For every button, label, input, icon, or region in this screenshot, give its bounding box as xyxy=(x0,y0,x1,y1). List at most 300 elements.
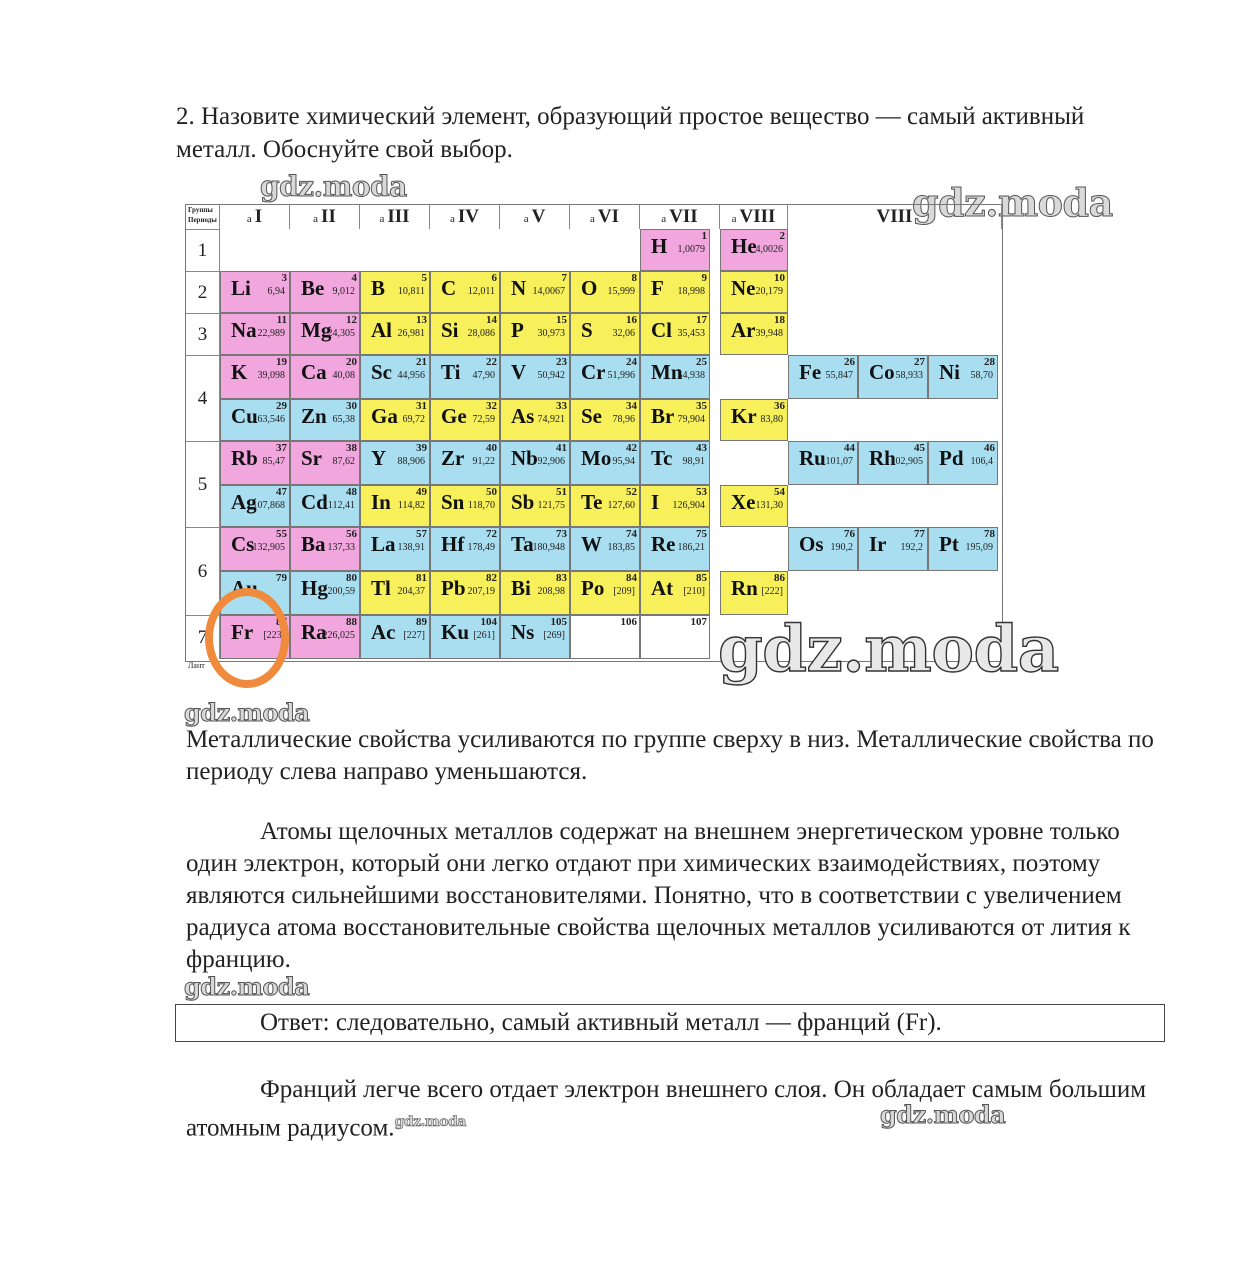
element-number: 26 xyxy=(844,356,855,368)
element-symbol: Ba xyxy=(301,532,326,556)
watermark: gdz.moda xyxy=(260,170,407,203)
element-mass: 55,847 xyxy=(825,370,853,381)
element-cell xyxy=(640,441,710,485)
element-cell xyxy=(360,313,430,355)
element-number: 29 xyxy=(276,400,287,412)
element-number: 20 xyxy=(346,356,357,368)
element-cell xyxy=(570,485,640,527)
element-number: 104 xyxy=(480,616,497,628)
element-cell xyxy=(640,571,710,615)
element-symbol: Ir xyxy=(869,532,887,556)
element-symbol: Fe xyxy=(799,360,822,384)
element-number: 84 xyxy=(626,572,637,584)
element-cell xyxy=(430,313,500,355)
element-cell xyxy=(430,355,500,399)
element-cell xyxy=(360,615,430,659)
group-subgroup-label: a xyxy=(661,213,667,225)
element-cell xyxy=(788,441,858,485)
element-mass: 204,37 xyxy=(397,586,425,597)
element-number: 40 xyxy=(486,442,497,454)
element-number: 41 xyxy=(556,442,567,454)
element-mass: 15,999 xyxy=(607,286,635,297)
element-cell xyxy=(500,571,570,615)
corner-periods-label: Периоды xyxy=(188,216,217,224)
element-cell xyxy=(928,355,998,399)
element-cell xyxy=(500,271,570,313)
element-cell xyxy=(220,441,290,485)
element-cell xyxy=(360,485,430,527)
element-mass: 65,38 xyxy=(332,414,355,425)
element-mass: 88,906 xyxy=(397,456,425,467)
element-number: 52 xyxy=(626,486,637,498)
element-mass: 87,62 xyxy=(332,456,355,467)
element-mass: 95,94 xyxy=(612,456,635,467)
group-subgroup-label: a xyxy=(523,213,529,225)
element-cell xyxy=(360,271,430,313)
group-header: a IV xyxy=(430,205,500,229)
element-symbol: O xyxy=(581,276,598,300)
element-cell xyxy=(220,355,290,399)
element-mass: 47,90 xyxy=(472,370,495,381)
element-symbol: Mg xyxy=(301,318,332,342)
element-cell xyxy=(430,271,500,313)
element-mass: 127,60 xyxy=(607,500,635,511)
group-header: a VIII xyxy=(720,205,788,229)
element-symbol: Xe xyxy=(731,490,756,514)
element-mass: 20,179 xyxy=(755,286,783,297)
element-cell xyxy=(360,571,430,615)
element-mass: 178,49 xyxy=(467,542,495,553)
element-symbol: Po xyxy=(581,576,605,600)
element-cell xyxy=(570,271,640,313)
element-number: 83 xyxy=(556,572,567,584)
element-number: 89 xyxy=(416,616,427,628)
element-symbol: K xyxy=(231,360,248,384)
element-number: 77 xyxy=(914,528,925,540)
element-cell xyxy=(430,571,500,615)
element-symbol: Re xyxy=(651,532,676,556)
element-cell xyxy=(220,485,290,527)
element-symbol: Cs xyxy=(231,532,255,556)
paragraph-francium-note xyxy=(186,1074,1156,1144)
element-cell xyxy=(430,527,500,571)
element-mass: 118,70 xyxy=(467,500,495,511)
element-cell xyxy=(290,527,360,571)
group-subgroup-label: a xyxy=(313,213,319,225)
element-number: 39 xyxy=(416,442,427,454)
element-cell xyxy=(720,571,788,615)
element-mass: 22,989 xyxy=(257,328,285,339)
element-symbol: Cr xyxy=(581,360,606,384)
element-cell xyxy=(640,527,710,571)
watermark: gdz.moda xyxy=(394,1114,466,1130)
element-symbol: Te xyxy=(581,490,603,514)
element-cell xyxy=(928,441,998,485)
element-number: 25 xyxy=(696,356,707,368)
element-number: 56 xyxy=(346,528,357,540)
element-mass: 10,811 xyxy=(397,286,425,297)
element-cell xyxy=(720,313,788,355)
element-symbol: Au xyxy=(231,576,258,600)
element-mass: 137,33 xyxy=(327,542,355,553)
element-cell xyxy=(570,399,640,441)
period-number: 6 xyxy=(186,527,220,615)
element-mass: 180,948 xyxy=(532,542,565,553)
element-number: 30 xyxy=(346,400,357,412)
element-symbol: As xyxy=(511,404,535,428)
element-mass: 24,305 xyxy=(327,328,355,339)
element-symbol: Sn xyxy=(441,490,465,514)
element-number: 28 xyxy=(984,356,995,368)
element-number: 27 xyxy=(914,356,925,368)
element-cell xyxy=(720,271,788,313)
element-symbol: Cd xyxy=(301,490,328,514)
element-mass: 195,09 xyxy=(965,542,993,553)
element-symbol: Y xyxy=(371,446,387,470)
element-number: 75 xyxy=(696,528,707,540)
element-symbol: Ru xyxy=(799,446,826,470)
element-symbol: Br xyxy=(651,404,675,428)
element-mass: 40,08 xyxy=(332,370,355,381)
element-number: 16 xyxy=(626,314,637,326)
element-symbol: V xyxy=(511,360,527,384)
group-header: a I xyxy=(220,205,290,229)
element-mass: 14,0067 xyxy=(532,286,565,297)
element-symbol: Co xyxy=(869,360,895,384)
element-symbol: Zn xyxy=(301,404,327,428)
element-number: 3 xyxy=(281,272,287,284)
question-text: 2. Назовите химический элемент, образующий простое вещество — самый активный металл. Обоснуйте свой выбор. xyxy=(176,103,1085,163)
element-symbol: Pd xyxy=(939,446,964,470)
element-cell xyxy=(290,441,360,485)
element-cell xyxy=(640,313,710,355)
element-number: 82 xyxy=(486,572,497,584)
element-mass: [269] xyxy=(543,630,565,641)
element-cell xyxy=(290,615,360,659)
element-cell xyxy=(220,271,290,313)
element-cell xyxy=(858,527,928,571)
element-cell xyxy=(220,527,290,571)
element-symbol: At xyxy=(651,576,674,600)
watermark: gdz.moda xyxy=(912,180,1113,225)
element-number: 32 xyxy=(486,400,497,412)
group-subgroup-label: a xyxy=(246,213,252,225)
element-cell xyxy=(290,571,360,615)
element-number: 55 xyxy=(276,528,287,540)
element-number: 76 xyxy=(844,528,855,540)
group-subgroup-label: a xyxy=(589,213,595,225)
element-number: 107 xyxy=(690,616,707,628)
element-mass: 69,72 xyxy=(402,414,425,425)
group-header: VIII xyxy=(788,205,1002,229)
element-mass: 101,07 xyxy=(825,456,853,467)
element-symbol: Ns xyxy=(511,620,535,644)
element-mass: 4,0026 xyxy=(755,244,783,255)
element-symbol: Os xyxy=(799,532,824,556)
element-mass: 44,956 xyxy=(397,370,425,381)
element-cell xyxy=(360,399,430,441)
element-number: 81 xyxy=(416,572,427,584)
element-symbol: Al xyxy=(371,318,392,342)
element-cell xyxy=(640,485,710,527)
element-cell xyxy=(360,355,430,399)
element-symbol: Ta xyxy=(511,532,534,556)
element-symbol: S xyxy=(581,318,593,342)
element-mass: 107,868 xyxy=(252,500,285,511)
element-symbol: Cl xyxy=(651,318,672,342)
watermark: gdz.moda xyxy=(184,698,310,727)
table-corner xyxy=(186,205,220,229)
element-cell xyxy=(720,399,788,441)
element-mass: 190,2 xyxy=(830,542,853,553)
element-number: 50 xyxy=(486,486,497,498)
element-symbol: La xyxy=(371,532,396,556)
element-number: 87 xyxy=(276,616,287,628)
element-cell xyxy=(570,615,640,659)
element-number: 42 xyxy=(626,442,637,454)
element-mass: 192,2 xyxy=(900,542,923,553)
element-mass: 79,904 xyxy=(677,414,705,425)
element-mass: 114,82 xyxy=(397,500,425,511)
period-number: 2 xyxy=(186,271,220,313)
element-number: 78 xyxy=(984,528,995,540)
element-symbol: Cu xyxy=(231,404,258,428)
group-header: a II xyxy=(290,205,360,229)
element-number: 37 xyxy=(276,442,287,454)
watermark: gdz.moda xyxy=(880,1100,1006,1129)
element-mass: 226,025 xyxy=(322,630,355,641)
element-cell xyxy=(570,313,640,355)
element-symbol: Si xyxy=(441,318,459,342)
element-number: 9 xyxy=(701,272,707,284)
element-number: 105 xyxy=(550,616,567,628)
element-number: 44 xyxy=(844,442,855,454)
element-symbol: Ni xyxy=(939,360,960,384)
element-number: 43 xyxy=(696,442,707,454)
element-symbol: Sc xyxy=(371,360,392,384)
element-symbol: C xyxy=(441,276,457,300)
element-mass: 138,91 xyxy=(397,542,425,553)
period-number: 4 xyxy=(186,355,220,441)
element-symbol: Ku xyxy=(441,620,470,644)
element-number: 10 xyxy=(774,272,785,284)
element-mass: 183,85 xyxy=(607,542,635,553)
element-mass: 12,011 xyxy=(467,286,495,297)
element-symbol: Ac xyxy=(371,620,396,644)
element-number: 7 xyxy=(561,272,567,284)
element-symbol: Rh xyxy=(869,446,896,470)
element-mass: 30,973 xyxy=(537,328,565,339)
element-mass: [223] xyxy=(263,630,285,641)
periodic-table xyxy=(185,204,1003,670)
element-number: 33 xyxy=(556,400,567,412)
group-header: a III xyxy=(360,205,430,229)
element-mass: 9,012 xyxy=(332,286,355,297)
element-number: 48 xyxy=(346,486,357,498)
element-cell xyxy=(500,355,570,399)
element-mass: 126,904 xyxy=(672,500,705,511)
element-number: 4 xyxy=(351,272,357,284)
group-header: a V xyxy=(500,205,570,229)
element-number: 85 xyxy=(696,572,707,584)
element-symbol: Tl xyxy=(371,576,391,600)
element-mass: 208,98 xyxy=(537,586,565,597)
element-number: 72 xyxy=(486,528,497,540)
watermark: gdz.moda xyxy=(718,612,1059,687)
element-symbol: Pt xyxy=(939,532,959,556)
element-number: 54 xyxy=(774,486,785,498)
element-mass: 1,0079 xyxy=(677,244,705,255)
element-number: 19 xyxy=(276,356,287,368)
element-mass: [222] xyxy=(761,586,783,597)
element-cell xyxy=(500,399,570,441)
element-cell xyxy=(570,527,640,571)
element-cell xyxy=(500,441,570,485)
element-mass: 83,80 xyxy=(760,414,783,425)
element-cell xyxy=(640,615,710,659)
element-mass: 6,94 xyxy=(267,286,285,297)
element-symbol: Kr xyxy=(731,404,757,428)
element-symbol: Mn xyxy=(651,360,683,384)
element-cell xyxy=(290,271,360,313)
group-header: a VII xyxy=(640,205,720,229)
element-number: 74 xyxy=(626,528,637,540)
element-mass: 106,4 xyxy=(970,456,993,467)
element-symbol: Fr xyxy=(231,620,254,644)
element-number: 14 xyxy=(486,314,497,326)
element-cell xyxy=(858,355,928,399)
element-number: 36 xyxy=(774,400,785,412)
element-number: 24 xyxy=(626,356,637,368)
element-number: 45 xyxy=(914,442,925,454)
element-mass: [210] xyxy=(683,586,705,597)
element-symbol: Ag xyxy=(231,490,257,514)
element-mass: 26,981 xyxy=(397,328,425,339)
element-number: 34 xyxy=(626,400,637,412)
element-number: 22 xyxy=(486,356,497,368)
element-number: 73 xyxy=(556,528,567,540)
element-cell xyxy=(290,313,360,355)
element-cell xyxy=(720,229,788,271)
element-mass: 132,905 xyxy=(252,542,285,553)
element-number: 106 xyxy=(620,616,637,628)
element-number: 18 xyxy=(774,314,785,326)
element-symbol: F xyxy=(651,276,664,300)
element-symbol: Ti xyxy=(441,360,461,384)
element-cell xyxy=(290,485,360,527)
element-cell xyxy=(788,527,858,571)
element-mass: 186,21 xyxy=(677,542,705,553)
element-cell xyxy=(570,441,640,485)
group-subgroup-label: a xyxy=(379,213,385,225)
element-cell xyxy=(500,485,570,527)
element-mass: 39,948 xyxy=(755,328,783,339)
element-cell xyxy=(640,399,710,441)
element-mass: 92,906 xyxy=(537,456,565,467)
element-number: 23 xyxy=(556,356,567,368)
element-symbol: Rn xyxy=(731,576,758,600)
element-number: 79 xyxy=(276,572,287,584)
element-symbol: Ar xyxy=(731,318,756,342)
group-subgroup-label: a xyxy=(449,213,455,225)
element-cell xyxy=(640,355,710,399)
element-cell xyxy=(570,355,640,399)
element-number: 57 xyxy=(416,528,427,540)
element-number: 31 xyxy=(416,400,427,412)
element-cell xyxy=(570,571,640,615)
element-cell xyxy=(290,399,360,441)
element-cell xyxy=(720,485,788,527)
element-mass: 121,75 xyxy=(537,500,565,511)
element-mass: 78,96 xyxy=(612,414,635,425)
element-mass: 91,22 xyxy=(472,456,495,467)
element-mass: 51,996 xyxy=(607,370,635,381)
element-mass: 39,098 xyxy=(257,370,285,381)
element-symbol: In xyxy=(371,490,391,514)
element-symbol: Rb xyxy=(231,446,258,470)
element-mass: 200,59 xyxy=(327,586,355,597)
element-number: 6 xyxy=(491,272,497,284)
element-cell xyxy=(430,615,500,659)
element-mass: 50,942 xyxy=(537,370,565,381)
element-number: 8 xyxy=(631,272,637,284)
paragraph-metallic-trend: Металлические свойства усиливаются по группе сверху в низ. Металлические свойства по периоду слева направо уменьшаются. xyxy=(186,726,1154,785)
element-cell xyxy=(640,229,710,271)
table-footer-label: Лант xyxy=(188,661,205,670)
element-number: 86 xyxy=(774,572,785,584)
element-cell xyxy=(360,527,430,571)
element-number: 12 xyxy=(346,314,357,326)
element-symbol: Na xyxy=(231,318,257,342)
element-number: 1 xyxy=(701,230,707,242)
element-symbol: Bi xyxy=(511,576,531,600)
element-symbol: Be xyxy=(301,276,325,300)
element-number: 15 xyxy=(556,314,567,326)
francium-note-text: Франций легче всего отдает электрон внешнего слоя. Он обладает самым большим атомным радиусом. xyxy=(186,1076,1147,1142)
element-cell xyxy=(500,313,570,355)
element-cell xyxy=(928,527,998,571)
element-symbol: Ne xyxy=(731,276,756,300)
francium-highlight-circle xyxy=(205,588,289,688)
element-symbol: Mo xyxy=(581,446,612,470)
element-cell xyxy=(640,271,710,313)
element-mass: [209] xyxy=(613,586,635,597)
element-cell xyxy=(858,441,928,485)
period-number: 5 xyxy=(186,441,220,527)
watermark: gdz.moda xyxy=(184,972,310,1001)
answer-box: Ответ: следовательно, самый активный металл — франций (Fr). xyxy=(175,1004,1165,1042)
element-cell xyxy=(430,441,500,485)
element-number: 88 xyxy=(346,616,357,628)
element-symbol: B xyxy=(371,276,386,300)
element-symbol: Zr xyxy=(441,446,465,470)
element-symbol: Ca xyxy=(301,360,327,384)
element-symbol: Ga xyxy=(371,404,398,428)
element-mass: 58,70 xyxy=(970,370,993,381)
element-symbol: Se xyxy=(581,404,602,428)
element-mass: 207,19 xyxy=(467,586,495,597)
element-mass: 28,086 xyxy=(467,328,495,339)
paragraph-alkali-explanation: Атомы щелочных металлов содержат на внешнем энергетическом уровне только один электрон, который они легко отдают при химических взаимодействиях, поэтому являются сильнейшими восстановителями. Понятно, что в соответствии с увеличением радиуса атома восстановительные свойства щелочных металлов усиливаются от лития к францию. xyxy=(186,818,1131,973)
element-symbol: Hg xyxy=(301,576,328,600)
period-number: 1 xyxy=(186,229,220,271)
element-symbol: N xyxy=(511,276,527,300)
element-symbol: Li xyxy=(231,276,251,300)
element-number: 38 xyxy=(346,442,357,454)
element-symbol: Ra xyxy=(301,620,327,644)
element-cell xyxy=(360,441,430,485)
element-cell xyxy=(220,313,290,355)
